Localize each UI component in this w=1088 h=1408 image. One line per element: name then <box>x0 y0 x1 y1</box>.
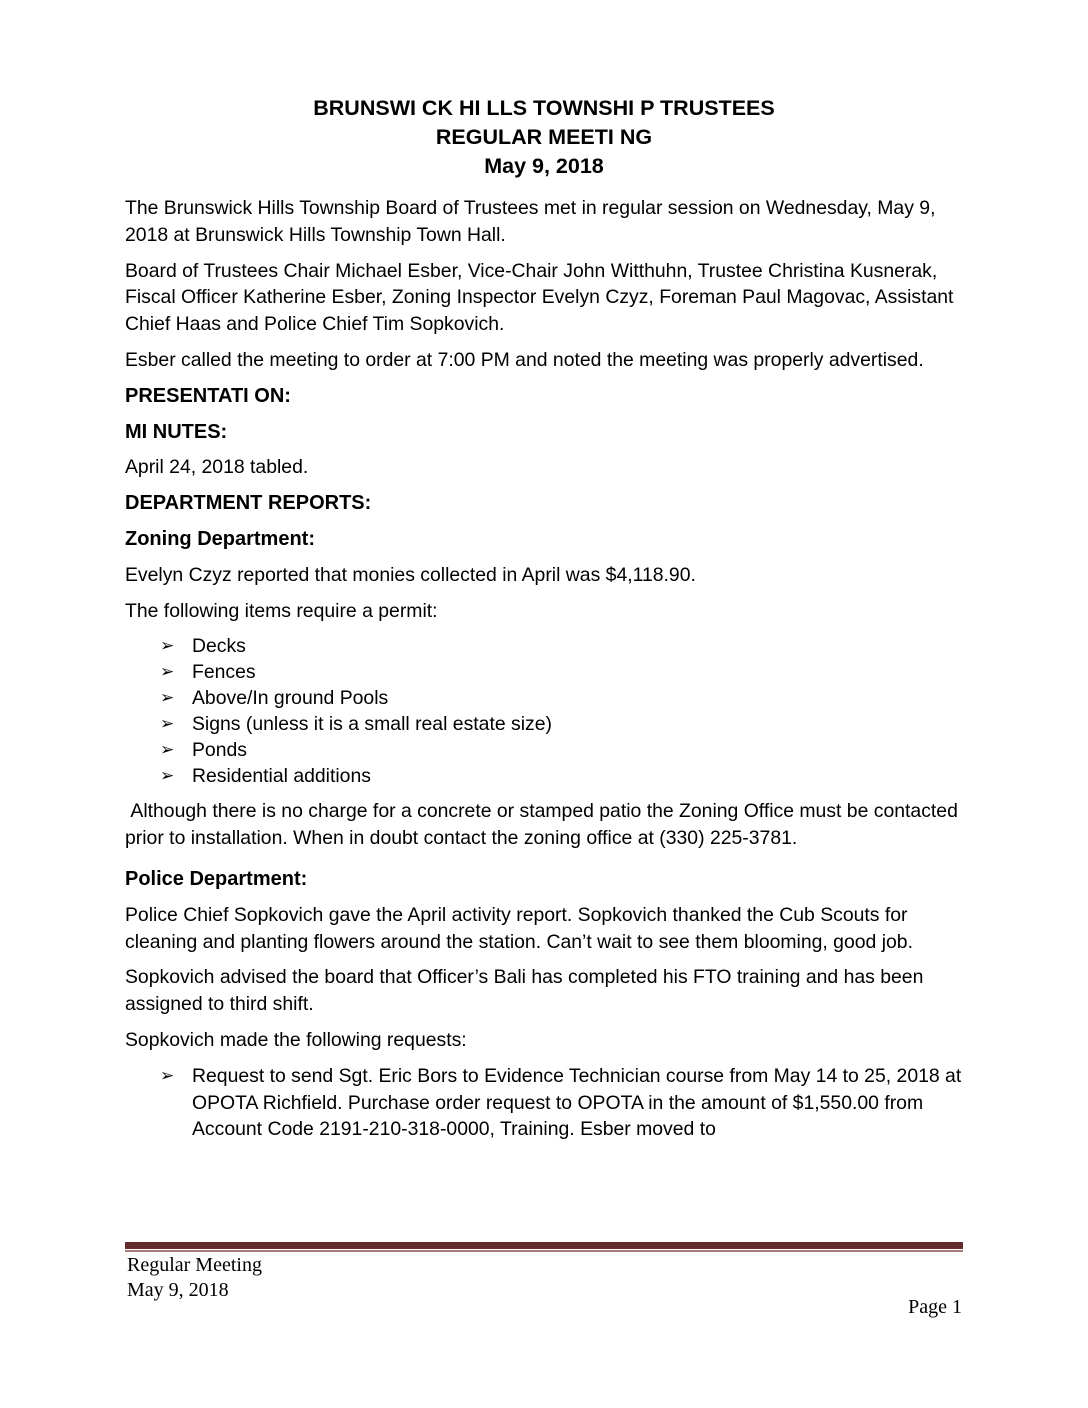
list-item-text: Decks <box>192 635 246 658</box>
footer <box>127 1253 262 1303</box>
footer-doc-date: May 9, 2018 <box>127 1279 229 1301</box>
list-item-text: Signs (unless it is a small real estate size) <box>192 713 552 736</box>
police-department-heading: Police Department: <box>125 867 308 890</box>
presentation-heading: PRESENTATI ON: <box>125 384 291 407</box>
arrow-bullet-icon: ➢ <box>160 636 175 656</box>
intro-meeting-paragraph: The Brunswick Hills Township Board of Trustees met in regular session on Wednesday, May 9, 2018 at Brunswick Hills Township Town Hall. <box>125 197 941 246</box>
zoning-patio-note: Although there is no charge for a concrete or stamped patio the Zoning Office must be contacted prior to installation. When in doubt contact the zoning office at (330) 225-3781. <box>125 800 964 850</box>
arrow-bullet-icon: ➢ <box>160 740 175 760</box>
list-item <box>125 763 963 789</box>
list-item <box>125 1063 967 1143</box>
title-line-2: REGULAR MEETI NG <box>435 125 653 149</box>
permit-items-list <box>125 633 963 789</box>
police-requests-intro: Sopkovich made the following requests: <box>125 1028 467 1051</box>
list-item-text: Fences <box>192 661 256 684</box>
arrow-bullet-icon: ➢ <box>160 714 175 734</box>
intro-attendees-paragraph: Board of Trustees Chair Michael Esber, Vice-Chair John Witthuhn, Trustee Christina Kusnerak, Fiscal Officer Katherine Esber, Zoning Inspector Evelyn Czyz, Foreman Paul Magovac, Assistant Chief Haas and Police Chief Tim Sopkovich. <box>125 259 959 336</box>
list-item-text: Request to send Sgt. Eric Bors to Evidence Technician course from May 14 to 25, 2018 at OPOTA Richfield. Purchase order request to OPOTA in the amount of $1,550.00 from Account Code 2191-210-318-0000, Training. Esber moved to <box>192 1064 967 1141</box>
zoning-monies-paragraph: Evelyn Czyz reported that monies collected in April was $4,118.90. <box>125 563 696 586</box>
list-item <box>125 711 963 737</box>
arrow-bullet-icon: ➢ <box>160 1065 175 1085</box>
page-number: Page 1 <box>908 1296 962 1318</box>
list-item <box>125 737 963 763</box>
minutes-text: April 24, 2018 tabled. <box>125 456 309 479</box>
arrow-bullet-icon: ➢ <box>160 662 175 682</box>
footer-doc-type: Regular Meeting <box>127 1254 262 1276</box>
title-line-1: BRUNSWI CK HI LLS TOWNSHI P TRUSTEES <box>313 96 775 120</box>
intro-call-to-order-paragraph: Esber called the meeting to order at 7:00 PM and noted the meeting was properly advertised. <box>125 348 924 371</box>
list-item-text: Above/In ground Pools <box>192 687 389 710</box>
arrow-bullet-icon: ➢ <box>160 766 175 786</box>
police-fto-paragraph: Sopkovich advised the board that Officer’s Bali has completed his FTO training and has been assigned to third shift. <box>125 966 929 1016</box>
zoning-department-heading: Zoning Department: <box>125 527 315 550</box>
footer-rule-thin-line <box>125 1250 963 1252</box>
title-line-3: May 9, 2018 <box>484 154 604 178</box>
footer-rule-thick-line <box>125 1242 963 1249</box>
minutes-heading: MI NUTES: <box>125 420 228 443</box>
list-item <box>125 685 963 711</box>
list-item-text: Residential additions <box>192 765 371 788</box>
list-item <box>125 659 963 685</box>
footer-rule <box>125 1242 963 1252</box>
police-activity-paragraph: Police Chief Sopkovich gave the April activity report. Sopkovich thanked the Cub Scouts for cleaning and planting flowers around the station. Can’t wait to see them blooming, good job. <box>125 903 913 953</box>
list-item <box>125 633 963 659</box>
zoning-permit-intro: The following items require a permit: <box>125 599 438 622</box>
department-reports-heading: DEPARTMENT REPORTS: <box>125 492 372 515</box>
arrow-bullet-icon: ➢ <box>160 688 175 708</box>
request-items-list <box>125 1063 967 1143</box>
document-title <box>125 94 963 181</box>
list-item-text: Ponds <box>192 739 247 762</box>
